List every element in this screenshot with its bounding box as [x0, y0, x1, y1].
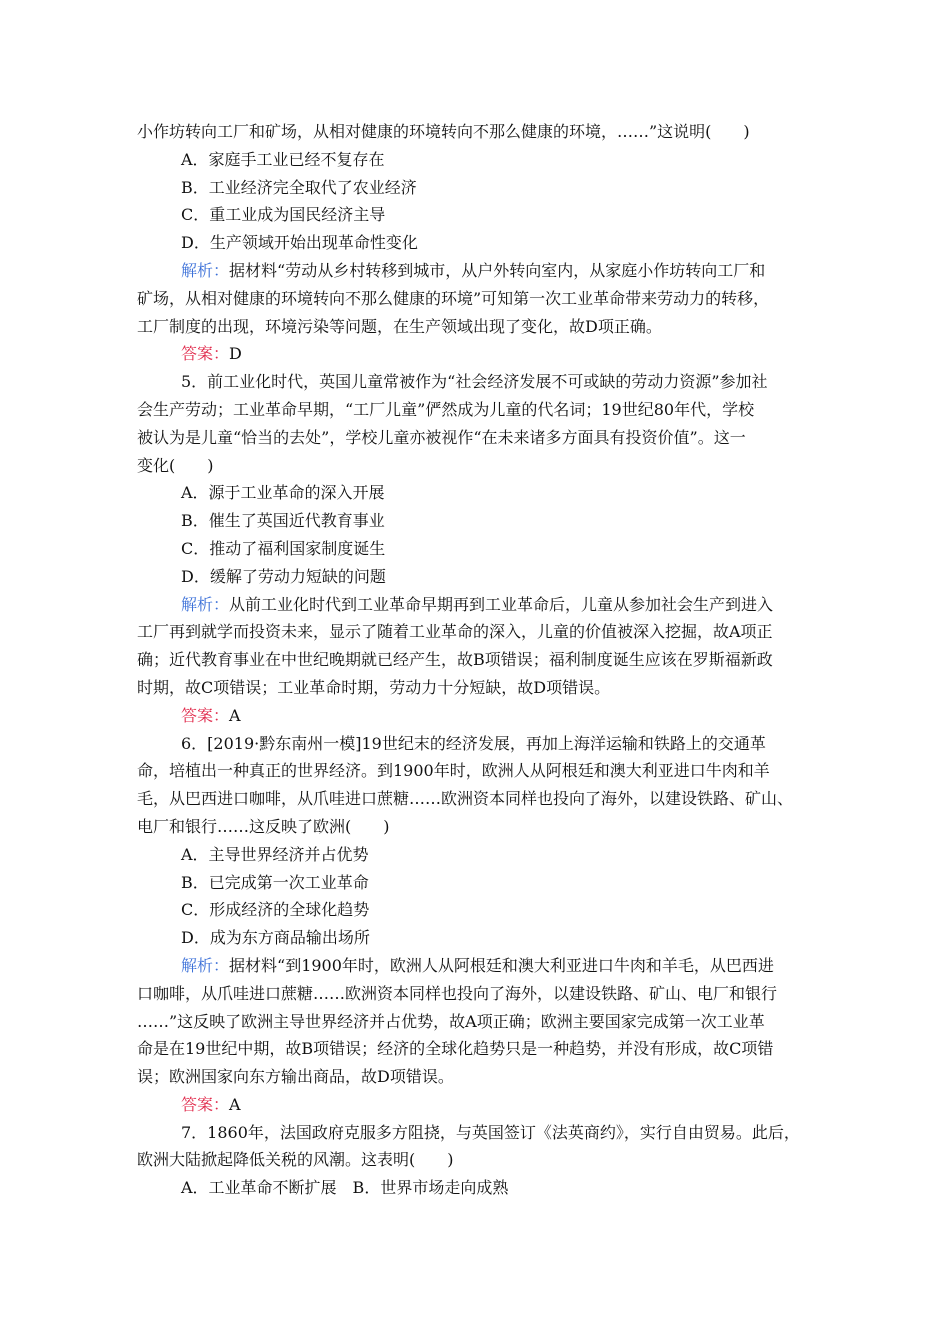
analysis-text: 据材料“到1900年时，欧洲人从阿根廷和澳大利亚进口牛肉和羊毛，从巴西进	[229, 955, 774, 975]
question-stem: 5．前工业化时代，英国儿童常被作为“社会经济发展不可或缺的劳动力资源”参加社	[181, 372, 768, 392]
answer-label: 答案：	[181, 705, 230, 725]
answer-label: 答案：	[181, 1094, 230, 1114]
analysis-label: 解析：	[181, 955, 230, 975]
option-d: D．生产领域开始出现革命性变化	[181, 233, 418, 253]
question-6	[137, 730, 817, 1119]
option-b: B．已完成第一次工业革命	[181, 872, 369, 892]
question-stem: 变化( )	[137, 455, 214, 475]
analysis-line	[137, 952, 817, 980]
question-stem: 被认为是儿童“恰当的去处”，学校儿童亦被视作“在未来诸多方面具有投资价值”。这一	[137, 427, 746, 447]
option-a: A．源于工业革命的深入开展	[181, 483, 385, 503]
question-4	[137, 146, 817, 368]
analysis-line: 误；欧洲国家向东方输出商品，故D项错误。	[137, 1067, 454, 1087]
analysis-label: 解析：	[181, 260, 230, 280]
question-7	[137, 1119, 817, 1202]
question-stem: 电厂和银行……这反映了欧洲( )	[137, 816, 390, 836]
answer-value: A	[229, 1094, 241, 1114]
analysis-label: 解析：	[181, 594, 230, 614]
analysis-line: 时期，故C项错误；工业革命时期，劳动力十分短缺，故D项错误。	[137, 677, 611, 697]
analysis-text: 据材料“劳动从乡村转移到城市，从户外转向室内，从家庭小作坊转向工厂和	[229, 260, 766, 280]
option-c: C．形成经济的全球化趋势	[181, 900, 370, 920]
analysis-line	[137, 257, 817, 285]
analysis-line: 确；近代教育事业在中世纪晚期就已经产生，故B项错误；福利制度诞生应该在罗斯福新政	[137, 650, 773, 670]
analysis-line: 矿场，从相对健康的环境转向不那么健康的环境”可知第一次工业革命带来劳动力的转移，	[137, 288, 770, 308]
option-a: A．家庭手工业已经不复存在	[181, 149, 385, 169]
answer-line	[137, 702, 817, 730]
option-b: B．工业经济完全取代了农业经济	[181, 177, 417, 197]
option-d: D．缓解了劳动力短缺的问题	[181, 566, 386, 586]
question-stem: 7．1860年，法国政府克服多方阻挠，与英国签订《法英商约》，实行自由贸易。此后，	[181, 1122, 800, 1142]
analysis-text: 从前工业化时代到工业革命早期再到工业革命后，儿童从参加社会生产到进入	[229, 594, 774, 614]
analysis-line: 工厂制度的出现，环境污染等问题，在生产领域出现了变化，故D项正确。	[137, 316, 662, 336]
analysis-line: ……”这反映了欧洲主导世界经济并占优势，故A项正确；欧洲主要国家完成第一次工业革	[137, 1011, 765, 1031]
options-row: A．工业革命不断扩展 B．世界市场走向成熟	[181, 1178, 509, 1198]
option-c: C．重工业成为国民经济主导	[181, 205, 386, 225]
answer-value: A	[229, 705, 241, 725]
answer-value: D	[229, 344, 242, 364]
page-content	[137, 118, 817, 1202]
question-5	[137, 368, 817, 729]
answer-line	[137, 340, 817, 368]
option-b: B．催生了英国近代教育事业	[181, 511, 385, 531]
question-stem: 6．[2019·黔东南州一模]19世纪末的经济发展，再加上海洋运输和铁路上的交通革	[181, 733, 766, 753]
analysis-line: 工厂再到就学而投资未来，显示了随着工业革命的深入，儿童的价值被深入挖掘，故A项正	[137, 622, 773, 642]
analysis-line: 口咖啡，从爪哇进口蔗糖……欧洲资本同样也投向了海外，以建设铁路、矿山、电厂和银行	[137, 983, 778, 1003]
option-a: A．主导世界经济并占优势	[181, 844, 369, 864]
analysis-line: 命是在19世纪中期，故B项错误；经济的全球化趋势只是一种趋势，并没有形成，故C项错	[137, 1039, 774, 1059]
analysis-line	[137, 591, 817, 619]
question-stem: 毛，从巴西进口咖啡，从爪哇进口蔗糖……欧洲资本同样也投向了海外，以建设铁路、矿山、	[137, 789, 794, 809]
question-stem: 欧洲大陆掀起降低关税的风潮。这表明( )	[137, 1150, 454, 1170]
option-c: C．推动了福利国家制度诞生	[181, 538, 386, 558]
intro-line: 小作坊转向工厂和矿场，从相对健康的环境转向不那么健康的环境，……”这说明( )	[137, 122, 750, 141]
question-stem: 命，培植出一种真正的世界经济。到1900年时，欧洲人从阿根廷和澳大利亚进口牛肉和羊	[137, 761, 770, 781]
answer-label: 答案：	[181, 344, 230, 364]
question-stem: 会生产劳动；工业革命早期，“工厂儿童”俨然成为儿童的代名词；19世纪80年代，学校	[137, 399, 755, 419]
answer-line	[137, 1091, 817, 1119]
option-d: D．成为东方商品输出场所	[181, 928, 370, 948]
